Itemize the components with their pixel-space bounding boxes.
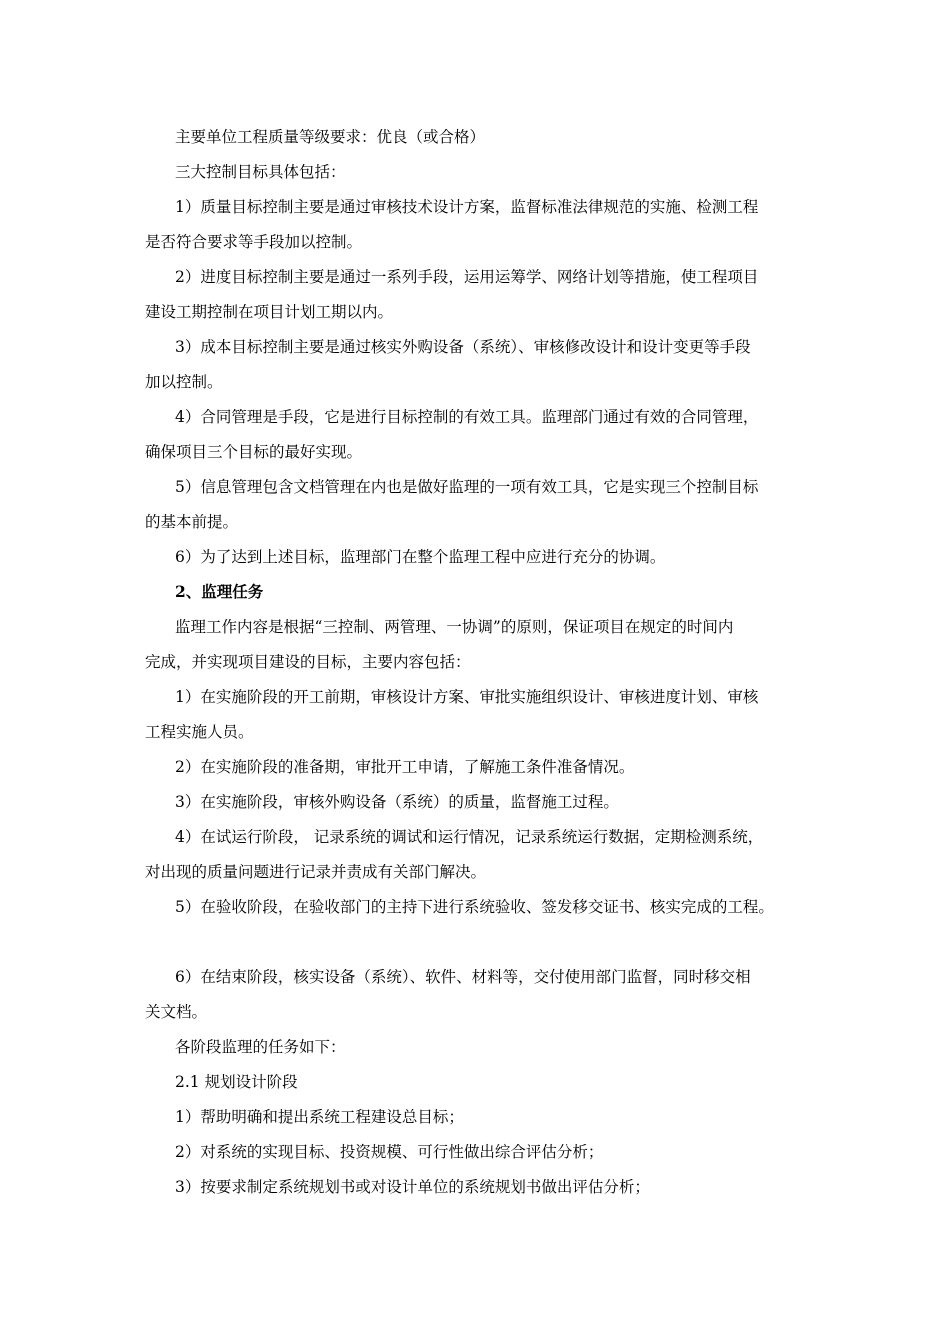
paragraph-cost-control: 3）成本目标控制主要是通过核实外购设备（系统）、审核修改设计和设计变更等手段 <box>175 338 751 356</box>
paragraph-quality-control-cont: 是否符合要求等手段加以控制。 <box>145 233 363 251</box>
paragraph-task-2: 2）在实施阶段的准备期，审批开工申请，了解施工条件准备情况。 <box>175 758 635 776</box>
paragraph-task-4: 4）在试运行阶段， 记录系统的调试和运行情况，记录系统运行数据，定期检测系统， <box>175 828 764 846</box>
subsection-heading-planning-design: 2.1 规划设计阶段 <box>175 1073 298 1091</box>
paragraph-stage-tasks-intro: 各阶段监理的任务如下： <box>175 1038 346 1056</box>
paragraph-coordination: 6）为了达到上述目标，监理部门在整个监理工程中应进行充分的协调。 <box>175 548 666 566</box>
paragraph-planning-2: 2）对系统的实现目标、投资规模、可行性做出综合评估分析； <box>175 1143 604 1161</box>
paragraph-task-1-cont: 工程实施人员。 <box>145 723 254 741</box>
paragraph-task-1: 1）在实施阶段的开工前期，审核设计方案、审批实施组织设计、审核进度计划、审核 <box>175 688 759 706</box>
paragraph-planning-1: 1）帮助明确和提出系统工程建设总目标； <box>175 1108 464 1126</box>
paragraph-schedule-control: 2）进度目标控制主要是通过一系列手段，运用运筹学、网络计划等措施，使工程项目 <box>175 268 759 286</box>
paragraph-work-content-cont: 完成，并实现项目建设的目标，主要内容包括： <box>145 653 471 671</box>
paragraph-planning-3: 3）按要求制定系统规划书或对设计单位的系统规划书做出评估分析； <box>175 1178 650 1196</box>
paragraph-contract-management-cont: 确保项目三个目标的最好实现。 <box>145 443 363 461</box>
paragraph-task-3: 3）在实施阶段，审核外购设备（系统）的质量，监督施工过程。 <box>175 793 619 811</box>
paragraph-quality-control: 1）质量目标控制主要是通过审核技术设计方案，监督标准法律规范的实施、检测工程 <box>175 198 759 216</box>
paragraph-task-4-cont: 对出现的质量问题进行记录并责成有关部门解决。 <box>145 863 487 881</box>
paragraph-task-6-cont: 关文档。 <box>145 1003 208 1021</box>
paragraph-task-5: 5）在验收阶段，在验收部门的主持下进行系统验收、签发移交证书、核实完成的工程。 <box>175 898 774 916</box>
paragraph-schedule-control-cont: 建设工期控制在项目计划工期以内。 <box>145 303 394 321</box>
paragraph-work-content: 监理工作内容是根据“三控制、两管理、一协调”的原则，保证项目在规定的时间内 <box>175 618 734 636</box>
paragraph-contract-management: 4）合同管理是手段，它是进行目标控制的有效工具。监理部门通过有效的合同管理， <box>175 408 759 426</box>
paragraph-information-management-cont: 的基本前提。 <box>145 513 239 531</box>
paragraph-cost-control-cont: 加以控制。 <box>145 373 223 391</box>
paragraph-information-management: 5）信息管理包含文档管理在内也是做好监理的一项有效工具，它是实现三个控制目标 <box>175 478 759 496</box>
paragraph-task-6: 6）在结束阶段，核实设备（系统）、软件、材料等，交付使用部门监督，同时移交相 <box>175 968 751 986</box>
paragraph-control-goals-intro: 三大控制目标具体包括： <box>175 163 346 181</box>
section-heading-supervision-tasks: 2、监理任务 <box>175 582 264 601</box>
paragraph-quality-grade: 主要单位工程质量等级要求：优良（或合格） <box>175 128 486 146</box>
